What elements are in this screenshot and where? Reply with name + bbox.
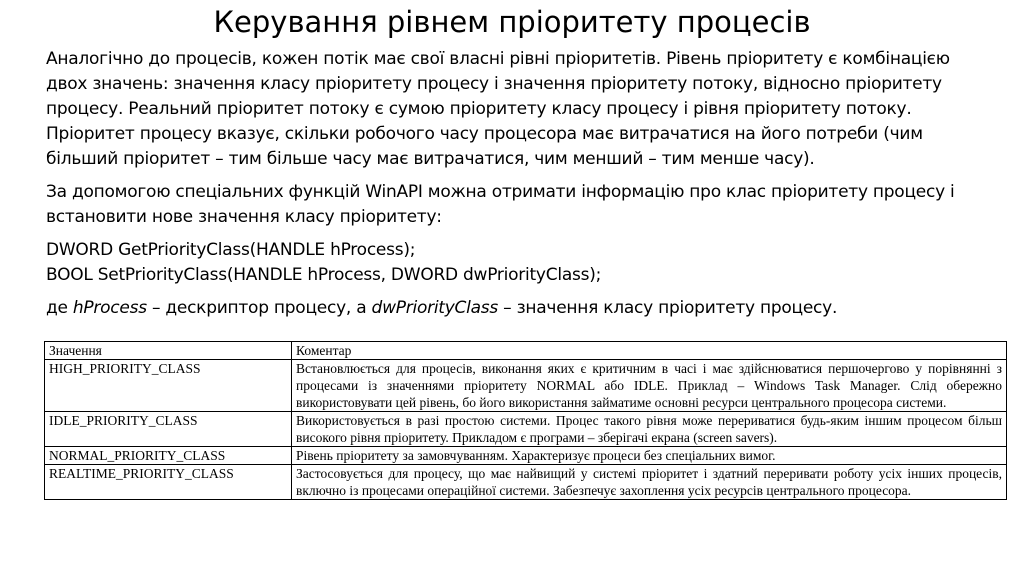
slide-title: Керування рівнем пріоритету процесів: [213, 5, 811, 39]
row-comment: Застосовується для процесу, що має найвищий у системі пріоритет і здатний переривати роботу усіх інших процесів, включно із процесами операційної системи. Забезпечує захоплення усіх ресурсів центрального процесора.: [292, 465, 1007, 500]
code-block: [46, 238, 996, 288]
row-name: NORMAL_PRIORITY_CLASS: [45, 447, 292, 465]
param-dwpriorityclass: dwPriorityClass: [371, 298, 499, 318]
table-header-row: [45, 342, 1007, 360]
row-name: IDLE_PRIORITY_CLASS: [45, 412, 292, 447]
row-comment: Використовується в разі простою системи. Процес такого рівня може перериватися будь-яким іншим процесом більш високого рівня пріоритету. Прикладом є програми – зберігачі екрана (screen savers).: [292, 412, 1007, 447]
row-comment: Рівень пріоритету за замовчуванням. Характеризує процеси без спеціальних вимог.: [292, 447, 1007, 465]
row-name: REALTIME_PRIORITY_CLASS: [45, 465, 292, 500]
code-line-get: DWORD GetPriorityClass(HANDLE hProcess);: [46, 240, 416, 260]
table-row: [45, 360, 1007, 412]
table-row: [45, 412, 1007, 447]
params-suffix: – значення класу пріоритету процесу.: [498, 298, 838, 318]
header-value: Значення: [45, 342, 292, 360]
code-line-set: BOOL SetPriorityClass(HANDLE hProcess, DWORD dwPriorityClass);: [46, 265, 602, 285]
table-row: [45, 465, 1007, 500]
header-comment: Коментар: [292, 342, 1007, 360]
row-name: HIGH_PRIORITY_CLASS: [45, 360, 292, 412]
paragraph-winapi: За допомогою спеціальних функцій WinAPI можна отримати інформацію про клас пріоритету процесу і встановити нове значення класу пріоритету:: [46, 182, 955, 227]
priority-class-table: [44, 341, 1007, 500]
param-hprocess: hProcess: [72, 298, 147, 318]
table-row: [45, 447, 1007, 465]
paragraph-intro: Аналогічно до процесів, кожен потік має свої власні рівні пріоритетів. Рівень пріоритету є комбінацією двох значень: значення класу пріоритету процесу і значення пріоритету потоку, відносно пріоритету процесу. Реальний пріоритет потоку є сумою пріоритету класу процесу і рівня пріоритету потоку. Пріоритет процесу вказує, скільки робочого часу процесора має витрачатися на його потреби (чим більший пріоритет – тим більше часу має витрачатися, чим менший – тим менше часу).: [46, 49, 950, 169]
params-middle: – дескриптор процесу, а: [146, 298, 372, 318]
paragraph-params: [46, 296, 996, 321]
slide-body: [46, 47, 996, 329]
row-comment: Встановлюється для процесів, виконання яких є критичним в часі і має здійснюватися першочергово у порівнянні з процесами із значеннями пріоритету NORMAL або IDLE. Приклад – Windows Task Manager. Слід обережно використовувати цей рівень, бо його використання займатиме основні ресурси центрального процесора системи.: [292, 360, 1007, 412]
params-prefix: де: [46, 298, 73, 318]
